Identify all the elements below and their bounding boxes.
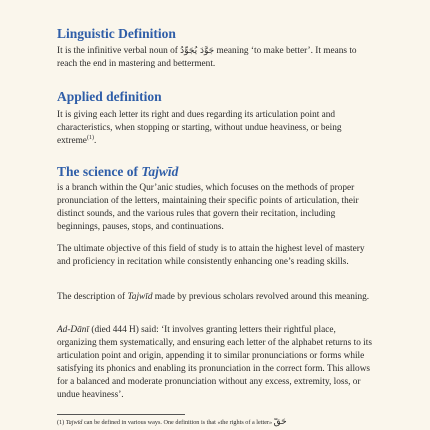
quote-text: (died 444 H) said: ‘It involves granting letters their rightful place, organizing them systematically, and ensuring each letter of the alphabet returns to its articulation point and origin, appending it to similar pronunciations or forms while satisfying its phonics and enabling its pronunciation in the correct form. This allows for a balanced and moderate pronunciation without any excess, extremity, loss, or undue heaviness’.	[57, 325, 372, 400]
linguistic-text-start: It is the infinitive verbal noun of	[57, 46, 181, 56]
ad-dani-quote-paragraph	[57, 324, 375, 402]
linguistic-definition-heading: Linguistic Definition	[57, 26, 176, 41]
footnote-marker: (1)	[57, 419, 65, 426]
scholar-name: Ad-Dānī	[57, 325, 90, 335]
p3-term: Tajwīd	[127, 292, 153, 302]
applied-definition-heading: Applied definition	[57, 89, 162, 104]
applied-text-end: .	[93, 136, 97, 146]
heading-prefix: The science of	[57, 164, 142, 179]
applied-text: It is giving each letter its right and dues regarding its articulation point and characteristics, when stopping or starting, without undue heaviness, or being extreme	[57, 110, 342, 146]
arabic-term: جَوَّدَ يُجَوِّدُ	[180, 46, 215, 56]
p3-end: made by previous scholars revolved around this meaning.	[152, 292, 370, 302]
footnote-term: Tajwīd	[65, 419, 83, 426]
footnote-divider	[57, 414, 185, 415]
applied-definition-text	[57, 109, 375, 148]
footnote-text: can be defined in various ways. One definition is that «the rights of a letter»	[82, 419, 274, 426]
science-paragraph-3	[57, 291, 375, 304]
p3-start: The description of	[57, 292, 128, 302]
science-of-tajwid-heading	[57, 164, 178, 180]
linguistic-text-end: meaning ‘to make better’. It means to reach the end in mastering and betterment.	[57, 46, 357, 69]
footnote-arabic: حَقّ	[273, 418, 287, 427]
heading-term: Tajwīd	[141, 164, 179, 179]
science-paragraph-2: The ultimate objective of this field of study is to attain the highest level of mastery and proficiency in recitation while consistently enhancing one’s reading skills.	[57, 244, 365, 267]
linguistic-definition-text	[57, 45, 375, 71]
science-paragraph-1: is a branch within the Qur’anic studies, which focuses on the methods of proper pronunciation of the letters, maintaining their specific points of articulation, their distinct sounds, and the various rules that govern their recitation, including beginnings, pauses, stops, and continuations.	[57, 183, 359, 232]
footnote	[57, 418, 375, 427]
footnote-reference[interactable]: (1)	[86, 134, 94, 141]
